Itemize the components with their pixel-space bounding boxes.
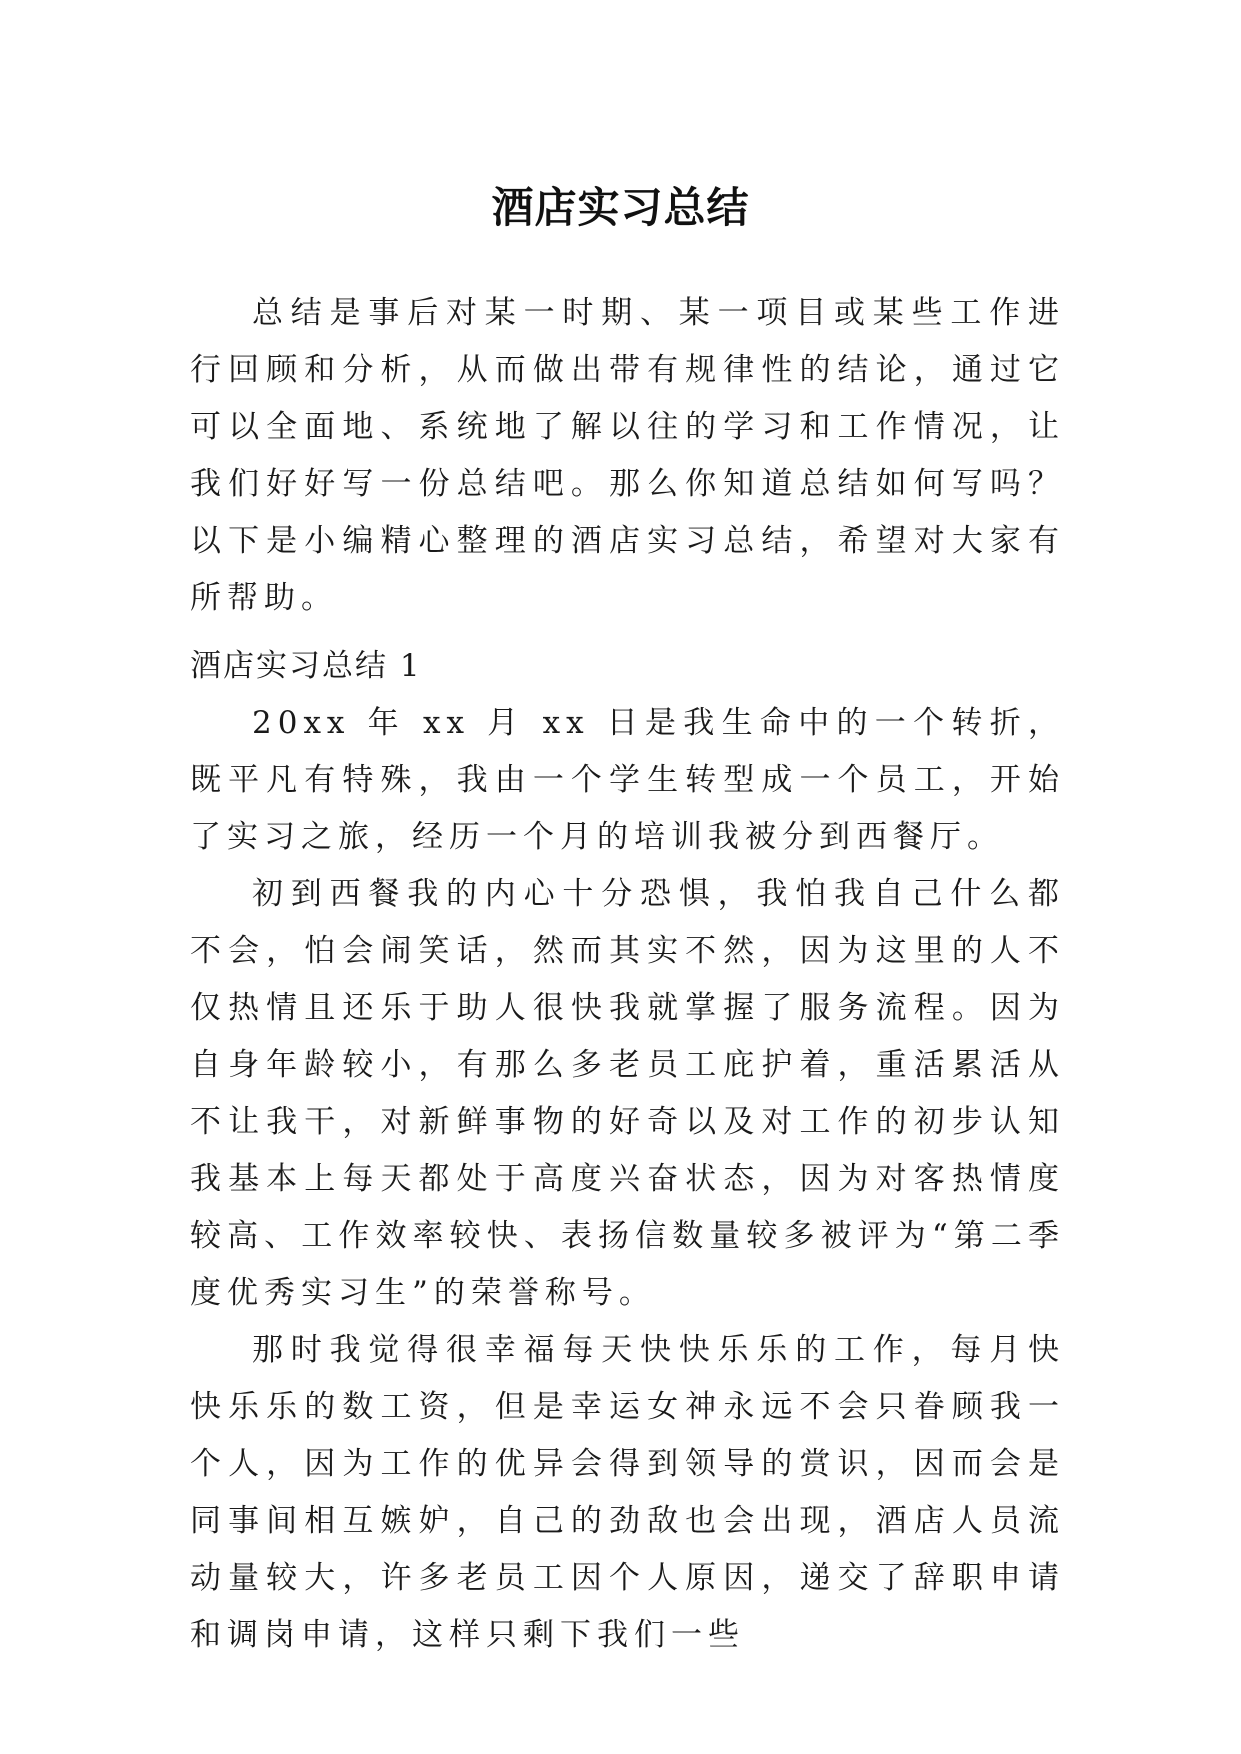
document-title: 酒店实习总结 <box>491 183 750 233</box>
section-body <box>190 695 1065 1664</box>
intro-block <box>190 285 1065 627</box>
section-paragraph-2: 初到西餐我的内心十分恐惧，我怕我自己什么都不会，怕会闹笑话，然而其实不然，因为这里的人不仅热情且还乐于助人很快我就掌握了服务流程。因为自身年龄较小，有那么多老员工庇护着，重活累活从不让我干，对新鲜事物的好奇以及对工作的初步认知我基本上每天都处于高度兴奋状态，因为对客热情度较高、工作效率较快、表扬信数量较多被评为“第二季度优秀实习生”的荣誉称号。 <box>190 876 1065 1311</box>
intro-paragraph: 总结是事后对某一时期、某一项目或某些工作进行回顾和分析，从而做出带有规律性的结论，通过它可以全面地、系统地了解以往的学习和工作情况，让我们好好写一份总结吧。那么你知道总结如何写吗？以下是小编精心整理的酒店实习总结，希望对大家有所帮助。 <box>190 295 1065 616</box>
section-paragraph-3: 那时我觉得很幸福每天快快乐乐的工作，每月快快乐乐的数工资，但是幸运女神永远不会只眷顾我一个人，因为工作的优异会得到领导的赏识，因而会是同事间相互嫉妒，自己的劲敌也会出现，酒店人员流动量较大，许多老员工因个人原因，递交了辞职申请和调岗申请，这样只剩下我们一些 <box>190 1332 1065 1653</box>
section-paragraph-1: 20xx 年 xx 月 xx 日是我生命中的一个转折，既平凡有特殊，我由一个学生转型成一个员工，开始了实习之旅，经历一个月的培训我被分到西餐厅。 <box>190 705 1065 855</box>
section-heading: 酒店实习总结 1 <box>190 648 422 684</box>
